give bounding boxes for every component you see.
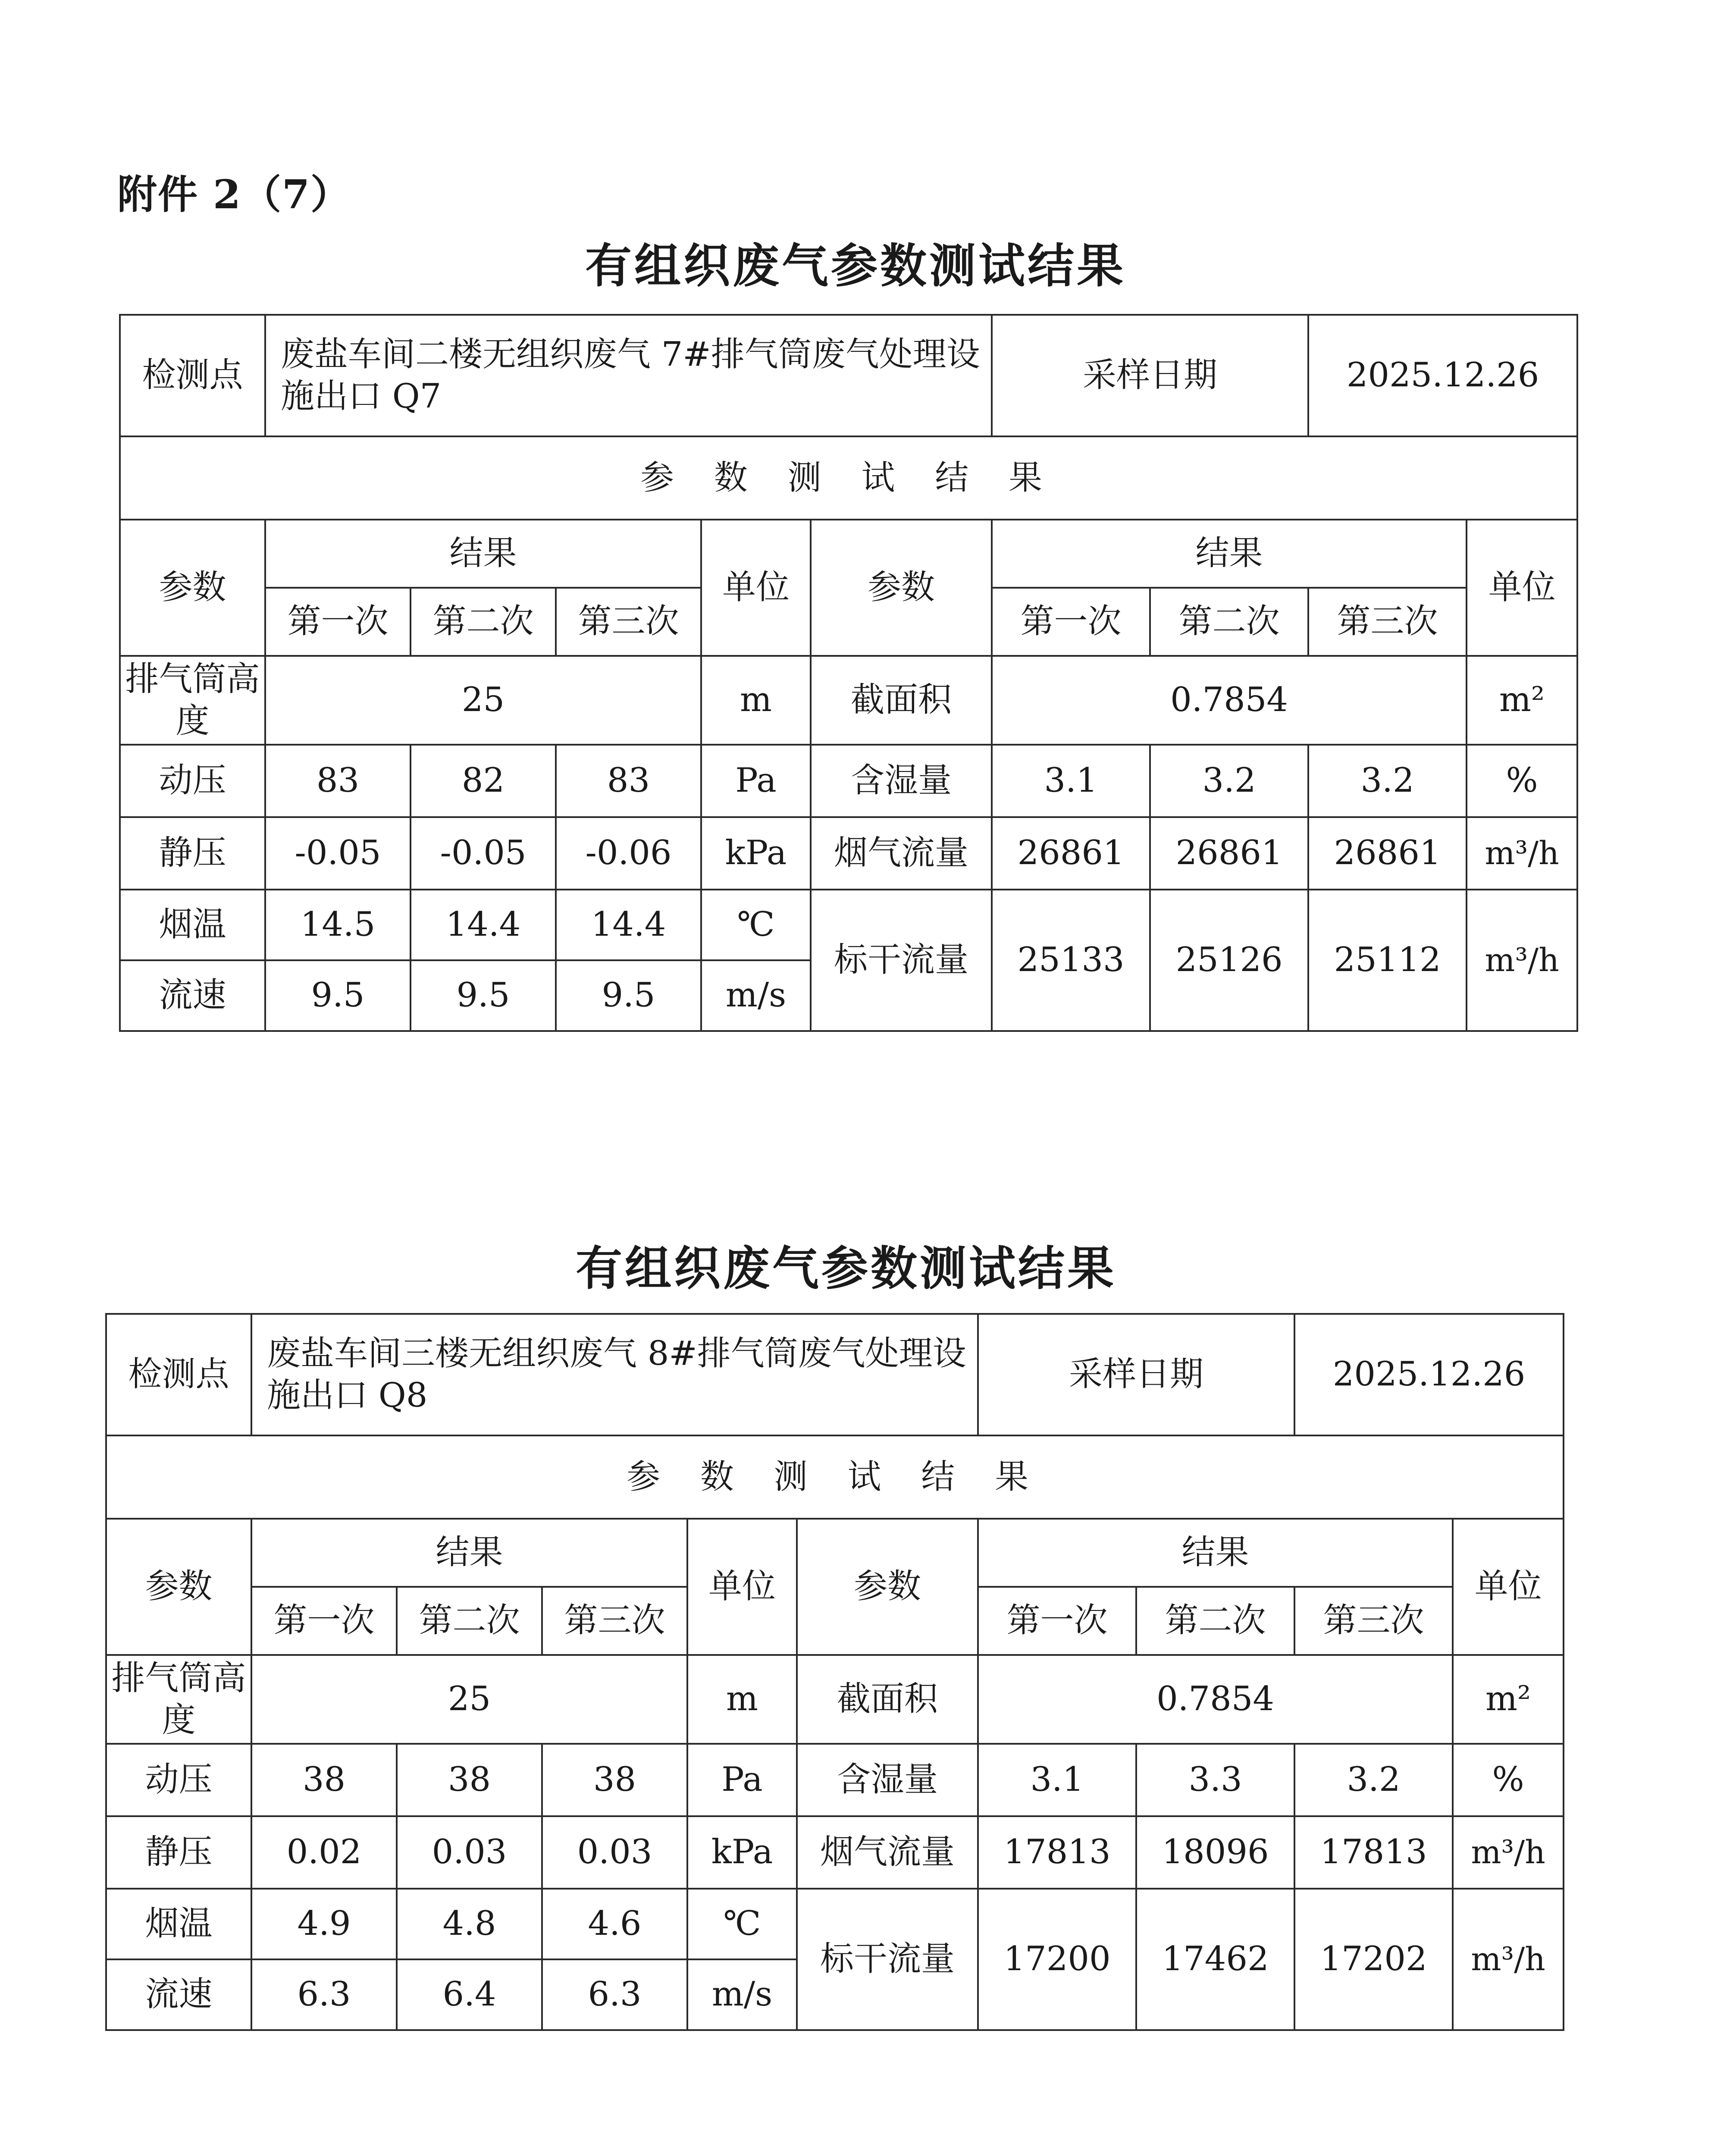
- param-value: 38: [542, 1744, 687, 1816]
- param-unit: m³/h: [1453, 1889, 1564, 2030]
- point-label: 检测点: [106, 1314, 251, 1435]
- param-value: 38: [251, 1744, 397, 1816]
- header-run: 第三次: [542, 1587, 687, 1655]
- param-label: 动压: [106, 1744, 251, 1816]
- param-label: 烟温: [106, 1889, 251, 1959]
- param-unit: %: [1453, 1744, 1564, 1816]
- header-run: 第一次: [978, 1587, 1136, 1655]
- header-result: 结果: [992, 520, 1467, 588]
- header-unit: 单位: [701, 520, 811, 656]
- header-param: 参数: [106, 1519, 251, 1655]
- param-value: 6.4: [397, 1959, 542, 2030]
- param-value: 17462: [1136, 1889, 1294, 2030]
- param-value: 25112: [1308, 890, 1467, 1031]
- param-value: -0.05: [265, 817, 411, 890]
- header-param: 参数: [120, 520, 265, 656]
- param-value: 17813: [978, 1816, 1136, 1889]
- param-value: 26861: [1150, 817, 1308, 890]
- section-title: 参 数 测 试 结 果: [106, 1435, 1564, 1519]
- header-run: 第二次: [1150, 588, 1308, 656]
- param-value: 4.6: [542, 1889, 687, 1959]
- param-value: 6.3: [251, 1959, 397, 2030]
- param-value: 17202: [1294, 1889, 1453, 2030]
- table-row: [120, 656, 1577, 745]
- param-unit: kPa: [701, 817, 811, 890]
- param-value: 25133: [992, 890, 1150, 1031]
- param-value: 0.02: [251, 1816, 397, 1889]
- param-value: 26861: [1308, 817, 1467, 890]
- header-run: 第一次: [992, 588, 1150, 656]
- param-value: 0.03: [542, 1816, 687, 1889]
- param-label: 流速: [106, 1959, 251, 2030]
- table-row: [120, 745, 1577, 817]
- header-run: 第三次: [1294, 1587, 1453, 1655]
- param-value: 3.2: [1294, 1744, 1453, 1816]
- table-row: [120, 315, 1577, 436]
- param-value: 0.7854: [992, 656, 1467, 745]
- table-row: [106, 1519, 1564, 1587]
- param-value: 9.5: [411, 960, 556, 1031]
- param-value: 17813: [1294, 1816, 1453, 1889]
- header-unit: 单位: [687, 1519, 797, 1655]
- table-row: [106, 1889, 1564, 1959]
- param-value: 82: [411, 745, 556, 817]
- param-value: 4.9: [251, 1889, 397, 1959]
- date-label: 采样日期: [992, 315, 1308, 436]
- param-unit: ℃: [701, 890, 811, 960]
- param-label: 截面积: [797, 1655, 978, 1744]
- param-label: 烟温: [120, 890, 265, 960]
- header-run: 第二次: [397, 1587, 542, 1655]
- param-label: 含湿量: [797, 1744, 978, 1816]
- param-value: 38: [397, 1744, 542, 1816]
- table-row: [120, 520, 1577, 588]
- param-unit: m³/h: [1467, 817, 1577, 890]
- param-value: 4.8: [397, 1889, 542, 1959]
- param-value: 25: [251, 1655, 687, 1744]
- header-run: 第一次: [251, 1587, 397, 1655]
- param-value: -0.05: [411, 817, 556, 890]
- param-unit: ℃: [687, 1889, 797, 1959]
- table-row: [106, 1314, 1564, 1435]
- param-value: 83: [265, 745, 411, 817]
- param-unit: Pa: [687, 1744, 797, 1816]
- param-value: 9.5: [556, 960, 701, 1031]
- param-value: 0.7854: [978, 1655, 1453, 1744]
- table-row: [120, 817, 1577, 890]
- param-label: 烟气流量: [797, 1816, 978, 1889]
- param-value: 6.3: [542, 1959, 687, 2030]
- param-value: 9.5: [265, 960, 411, 1031]
- parameter-table: [119, 314, 1578, 1032]
- param-label: 流速: [120, 960, 265, 1031]
- param-label: 排气筒高度: [120, 656, 265, 745]
- param-value: 25: [265, 656, 701, 745]
- param-label: 烟气流量: [811, 817, 992, 890]
- param-value: 18096: [1136, 1816, 1294, 1889]
- header-unit: 单位: [1467, 520, 1577, 656]
- header-param: 参数: [797, 1519, 978, 1655]
- param-unit: kPa: [687, 1816, 797, 1889]
- param-value: 14.5: [265, 890, 411, 960]
- header-param: 参数: [811, 520, 992, 656]
- point-value: 废盐车间二楼无组织废气 7#排气筒废气处理设施出口 Q7: [265, 315, 992, 436]
- table-row: [106, 1655, 1564, 1744]
- param-value: 25126: [1150, 890, 1308, 1031]
- param-value: -0.06: [556, 817, 701, 890]
- header-unit: 单位: [1453, 1519, 1564, 1655]
- param-unit: m²: [1453, 1655, 1564, 1744]
- date-label: 采样日期: [978, 1314, 1294, 1435]
- table-row: [106, 1435, 1564, 1519]
- header-run: 第三次: [1308, 588, 1467, 656]
- header-run: 第三次: [556, 588, 701, 656]
- header-result: 结果: [251, 1519, 687, 1587]
- section-title: 参 数 测 试 结 果: [120, 436, 1577, 520]
- table-row: [106, 1744, 1564, 1816]
- param-unit: m²: [1467, 656, 1577, 745]
- param-value: 3.2: [1308, 745, 1467, 817]
- table-row: [120, 436, 1577, 520]
- param-label: 标干流量: [811, 890, 992, 1031]
- param-label: 标干流量: [797, 1889, 978, 2030]
- param-value: 0.03: [397, 1816, 542, 1889]
- param-unit: m/s: [701, 960, 811, 1031]
- param-unit: m: [687, 1655, 797, 1744]
- param-label: 静压: [120, 817, 265, 890]
- param-value: 26861: [992, 817, 1150, 890]
- param-value: 83: [556, 745, 701, 817]
- param-value: 3.2: [1150, 745, 1308, 817]
- attachment-label: 附件 2（7）: [117, 171, 351, 218]
- param-label: 截面积: [811, 656, 992, 745]
- header-run: 第二次: [411, 588, 556, 656]
- param-value: 14.4: [411, 890, 556, 960]
- header-run: 第一次: [265, 588, 411, 656]
- date-value: 2025.12.26: [1308, 315, 1577, 436]
- param-value: 14.4: [556, 890, 701, 960]
- point-value: 废盐车间三楼无组织废气 8#排气筒废气处理设施出口 Q8: [251, 1314, 978, 1435]
- param-label: 动压: [120, 745, 265, 817]
- param-label: 静压: [106, 1816, 251, 1889]
- param-value: 17200: [978, 1889, 1136, 2030]
- parameter-table: [105, 1313, 1564, 2031]
- param-value: 3.1: [992, 745, 1150, 817]
- param-label: 含湿量: [811, 745, 992, 817]
- param-value: 3.1: [978, 1744, 1136, 1816]
- date-value: 2025.12.26: [1294, 1314, 1564, 1435]
- table-title: 有组织废气参数测试结果: [575, 1241, 1116, 1296]
- table-row: [120, 890, 1577, 960]
- param-label: 排气筒高度: [106, 1655, 251, 1744]
- table-row: [106, 1816, 1564, 1889]
- param-unit: m³/h: [1453, 1816, 1564, 1889]
- header-result: 结果: [265, 520, 701, 588]
- param-unit: %: [1467, 745, 1577, 817]
- point-label: 检测点: [120, 315, 265, 436]
- param-unit: m: [701, 656, 811, 745]
- header-run: 第二次: [1136, 1587, 1294, 1655]
- param-unit: m³/h: [1467, 890, 1577, 1031]
- param-unit: m/s: [687, 1959, 797, 2030]
- param-value: 3.3: [1136, 1744, 1294, 1816]
- param-unit: Pa: [701, 745, 811, 817]
- table-title: 有组织废气参数测试结果: [585, 239, 1126, 293]
- header-result: 结果: [978, 1519, 1453, 1587]
